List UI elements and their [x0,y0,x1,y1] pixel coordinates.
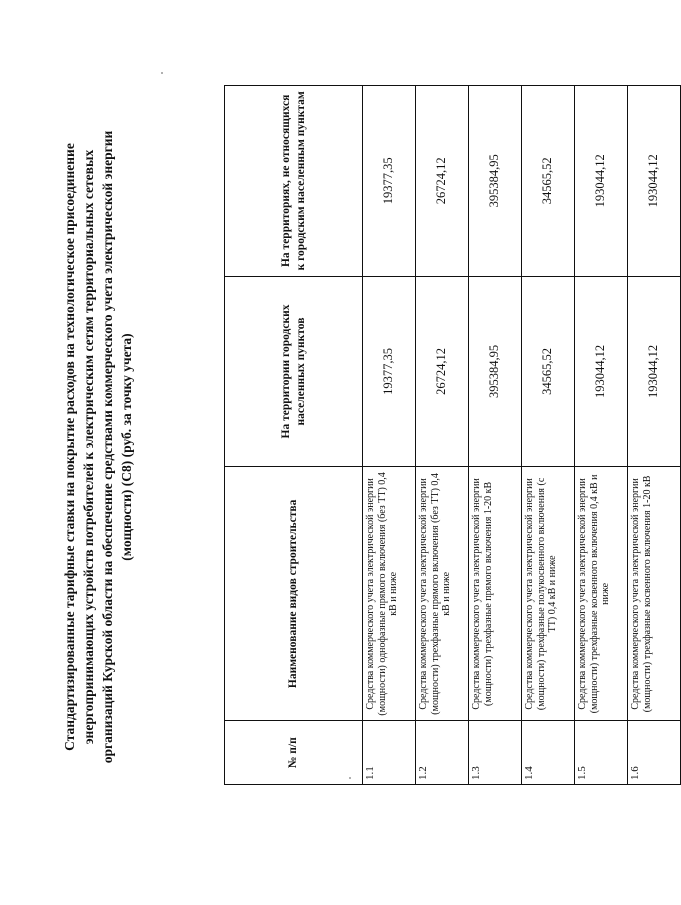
row-urban-value: 34565,52 [522,276,575,467]
title-line-1: Стандартизированные тарифные ставки на покрытие расходов на технологическое присоединение [62,143,77,751]
header-rural: На территориях, не относящихся к городским населенным пунктам [225,86,363,277]
header-number: № п/п [225,721,363,785]
row-rural-value: 26724,12 [416,86,469,277]
row-urban-value: 193044,12 [575,276,628,467]
table-row [575,86,628,785]
row-number: 1.5 [575,721,628,785]
document-title [60,67,136,827]
tariff-table [224,85,681,785]
row-construction-type: Средства коммерческого учета электрической энергии (мощности) однофазные прямого включения (без ТТ) 0,4 кВ и ниже [363,467,416,721]
row-rural-value: 34565,52 [522,86,575,277]
row-rural-value: 395384,95 [469,86,522,277]
row-number: 1.2 [416,721,469,785]
row-number: 1.4 [522,721,575,785]
scan-speck [349,777,351,779]
header-urban: На территории городских населенных пунктов [225,276,363,467]
row-construction-type: Средства коммерческого учета электрической энергии (мощности) трехфазные прямого включения (без ТТ) 0,4 кВ и ниже [416,467,469,721]
row-urban-value: 19377,35 [363,276,416,467]
table-row [522,86,575,785]
row-urban-value: 193044,12 [628,276,681,467]
row-construction-type: Средства коммерческого учета электрической энергии (мощности) трехфазные полукосвенного включения (с ТТ) 0,4 кВ и ниже [522,467,575,721]
row-rural-value: 19377,35 [363,86,416,277]
table-row [469,86,522,785]
row-urban-value: 26724,12 [416,276,469,467]
table-row [628,86,681,785]
row-number: 1.1 [363,721,416,785]
table-row [416,86,469,785]
row-construction-type: Средства коммерческого учета электрической энергии (мощности) трехфазные косвенного включения 1-20 кВ [628,467,681,721]
row-rural-value: 193044,12 [575,86,628,277]
table-header-row [225,86,363,785]
scan-speck [161,72,163,74]
row-number: 1.6 [628,721,681,785]
title-line-3: организаций Курской области на обеспечение средствами коммерческого учета электрической энергии [100,130,115,764]
row-construction-type: Средства коммерческого учета электрической энергии (мощности) трехфазные прямого включения 1-20 кВ [469,467,522,721]
title-line-4: (мощности) (С8) (руб. за точку учета) [119,333,134,561]
row-rural-value: 193044,12 [628,86,681,277]
row-urban-value: 395384,95 [469,276,522,467]
title-line-2: энергопринимающих устройств потребителей к электрическим сетям территориальных сетевых [81,149,96,745]
table-row [363,86,416,785]
row-construction-type: Средства коммерческого учета электрической энергии (мощности) трехфазные косвенного включения 0,4 кВ и ниже [575,467,628,721]
document-page [40,37,661,867]
row-number: 1.3 [469,721,522,785]
header-construction-type: Наименование видов строительства [225,467,363,721]
